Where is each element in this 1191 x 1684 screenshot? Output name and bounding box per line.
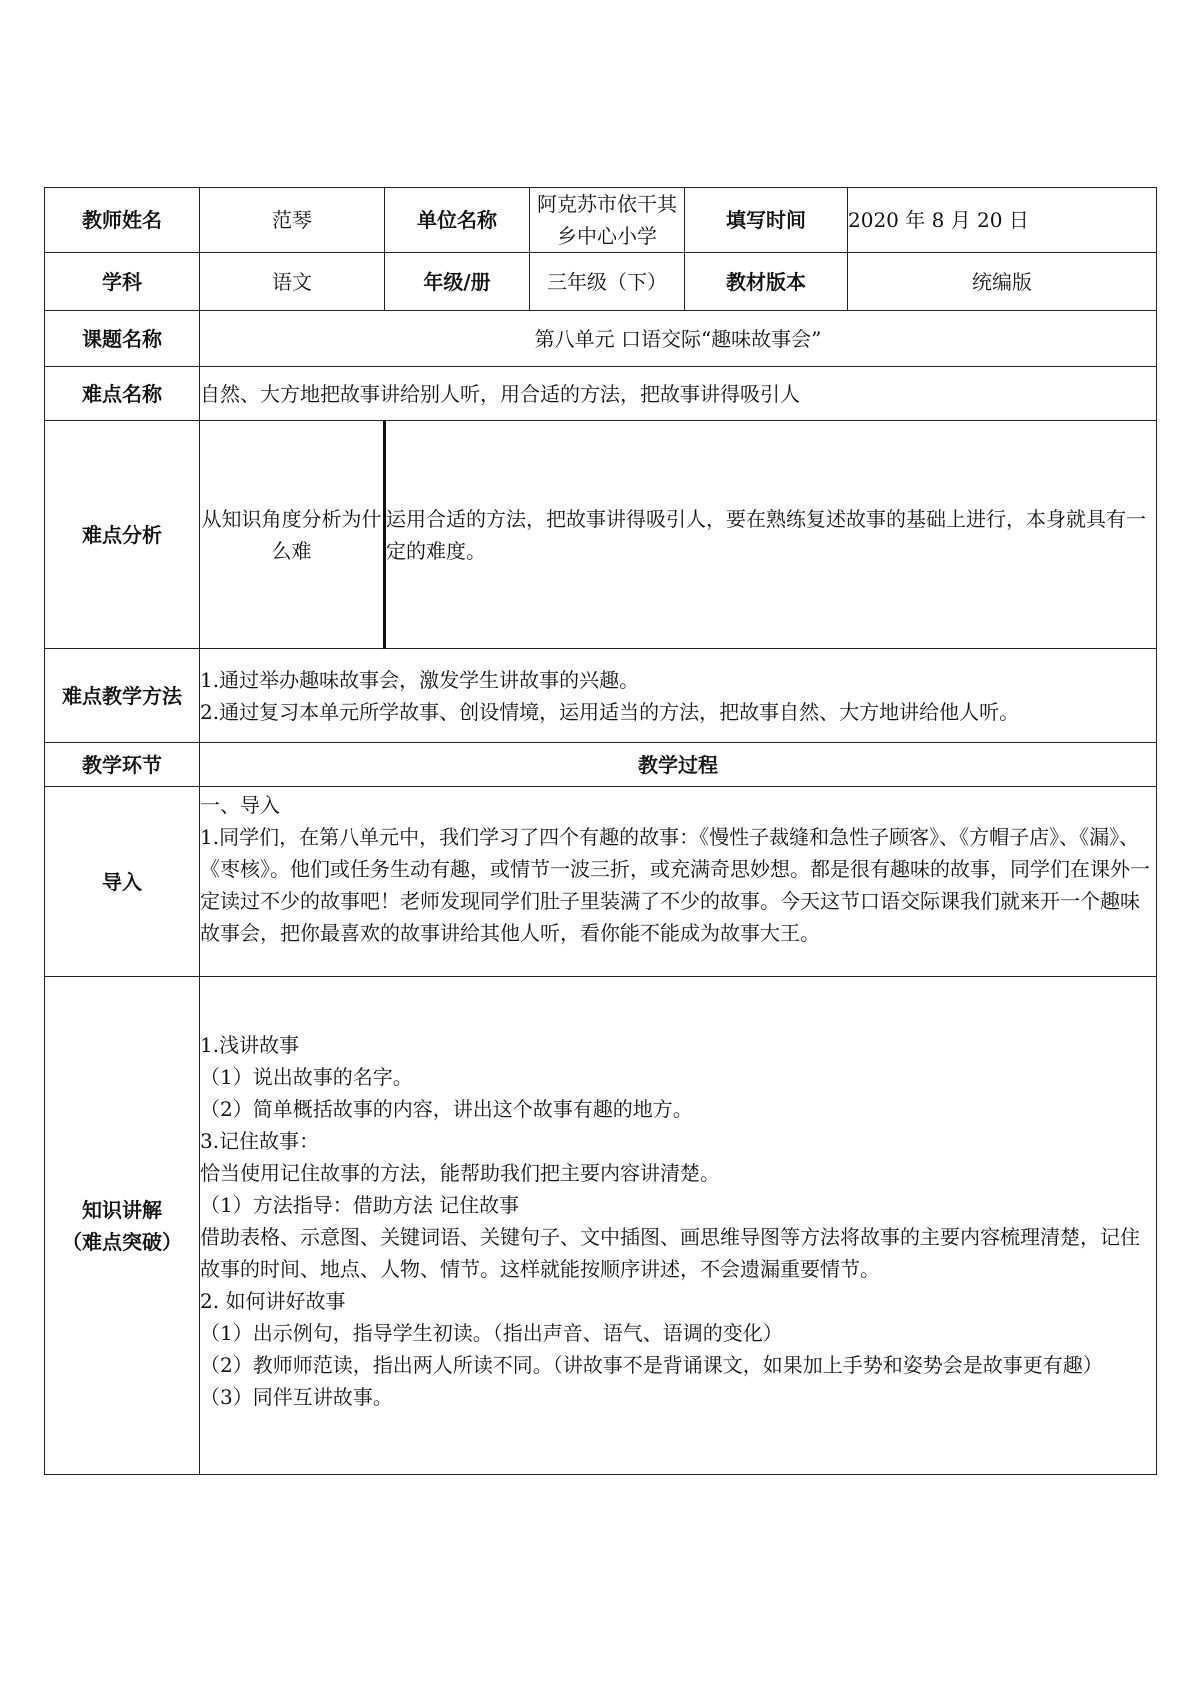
intro-line: 1.同学们，在第八单元中，我们学习了四个有趣的故事：《慢性子裁缝和急性子顾客》、《方帽子店》、《漏》、《枣核》。他们或任务生动有趣，或情节一波三折，或充满奇思妙想。都是很有趣味的故事，同学们在课外一定读过不少的故事吧！老师发现同学们肚子里装满了不少的故事。今天这节口语交际课我们就来开一个趣味故事会，把你最喜欢的故事讲给其他人听，看你能不能成为故事大王。 xyxy=(200,825,1150,945)
topic-label: 课题名称 xyxy=(45,311,200,367)
knowledge-label-line1: 知识讲解 xyxy=(82,1197,162,1222)
difficulty-label: 难点名称 xyxy=(45,367,200,421)
knowledge-line: 2. 如何讲好故事 xyxy=(200,1289,346,1313)
intro-content xyxy=(200,787,1157,977)
knowledge-line: 借助表格、示意图、关键词语、关键句子、文中插图、画思维导图等方法将故事的主要内容梳理清楚，记住故事的时间、地点、人物、情节。这样就能按顺序讲述，不会遗漏重要情节。 xyxy=(200,1225,1140,1281)
knowledge-content xyxy=(200,977,1157,1475)
knowledge-line: （1）方法指导：借助方法 记住故事 xyxy=(200,1193,520,1217)
knowledge-label xyxy=(45,977,200,1475)
analysis-row xyxy=(45,421,1157,649)
process-header-label: 教学过程 xyxy=(200,743,1157,787)
teacher-name-label: 教师姓名 xyxy=(45,188,200,253)
knowledge-line: （1）说出故事的名字。 xyxy=(200,1065,413,1089)
unit-name-label: 单位名称 xyxy=(385,188,530,253)
lesson-plan-table xyxy=(44,187,1157,1475)
fill-time-value: 2020 年 8 月 20 日 xyxy=(848,188,1157,253)
intro-row xyxy=(45,787,1157,977)
knowledge-line: （2）简单概括故事的内容，讲出这个故事有趣的地方。 xyxy=(200,1097,693,1121)
method-line: 2.通过复习本单元所学故事、创设情境，运用适当的方法，把故事自然、大方地讲给他人听。 xyxy=(200,699,1020,724)
process-header-row xyxy=(45,743,1157,787)
intro-line: 一、导入 xyxy=(200,793,280,817)
textbook-label: 教材版本 xyxy=(685,253,848,311)
method-content xyxy=(200,649,1157,743)
topic-value: 第八单元 口语交际“趣味故事会” xyxy=(200,311,1157,367)
difficulty-row xyxy=(45,367,1157,421)
method-line: 1.通过举办趣味故事会，激发学生讲故事的兴趣。 xyxy=(200,667,640,692)
knowledge-row xyxy=(45,977,1157,1475)
knowledge-line: （2）教师师范读，指出两人所读不同。（讲故事不是背诵课文，如果加上手势和姿势会是故事更有趣） xyxy=(200,1353,1103,1377)
unit-name-value: 阿克苏市依干其乡中心小学 xyxy=(530,188,685,253)
knowledge-line: （3）同伴互讲故事。 xyxy=(200,1385,393,1409)
analysis-sub-label: 从知识角度分析为什么难 xyxy=(200,421,385,649)
knowledge-line: （1）出示例句，指导学生初读。（指出声音、语气、语调的变化） xyxy=(200,1321,783,1345)
topic-row xyxy=(45,311,1157,367)
subject-value: 语文 xyxy=(200,253,385,311)
knowledge-line: 恰当使用记住故事的方法，能帮助我们把主要内容讲清楚。 xyxy=(200,1161,720,1185)
header-row-1 xyxy=(45,188,1157,253)
fill-time-label: 填写时间 xyxy=(685,188,848,253)
grade-value: 三年级（下） xyxy=(530,253,685,311)
grade-label: 年级/册 xyxy=(385,253,530,311)
knowledge-line: 1.浅讲故事 xyxy=(200,1033,300,1057)
subject-label: 学科 xyxy=(45,253,200,311)
stage-header-label: 教学环节 xyxy=(45,743,200,787)
teacher-name-value: 范琴 xyxy=(200,188,385,253)
textbook-value: 统编版 xyxy=(848,253,1157,311)
intro-label: 导入 xyxy=(45,787,200,977)
difficulty-value: 自然、大方地把故事讲给别人听，用合适的方法，把故事讲得吸引人 xyxy=(200,367,1157,421)
knowledge-line: 3.记住故事： xyxy=(200,1129,320,1153)
header-row-2 xyxy=(45,253,1157,311)
method-row xyxy=(45,649,1157,743)
knowledge-label-line2: （难点突破） xyxy=(62,1229,182,1254)
method-label: 难点教学方法 xyxy=(45,649,200,743)
analysis-value: 运用合适的方法，把故事讲得吸引人，要在熟练复述故事的基础上进行，本身就具有一定的难度。 xyxy=(385,421,1157,649)
analysis-label: 难点分析 xyxy=(45,421,200,649)
